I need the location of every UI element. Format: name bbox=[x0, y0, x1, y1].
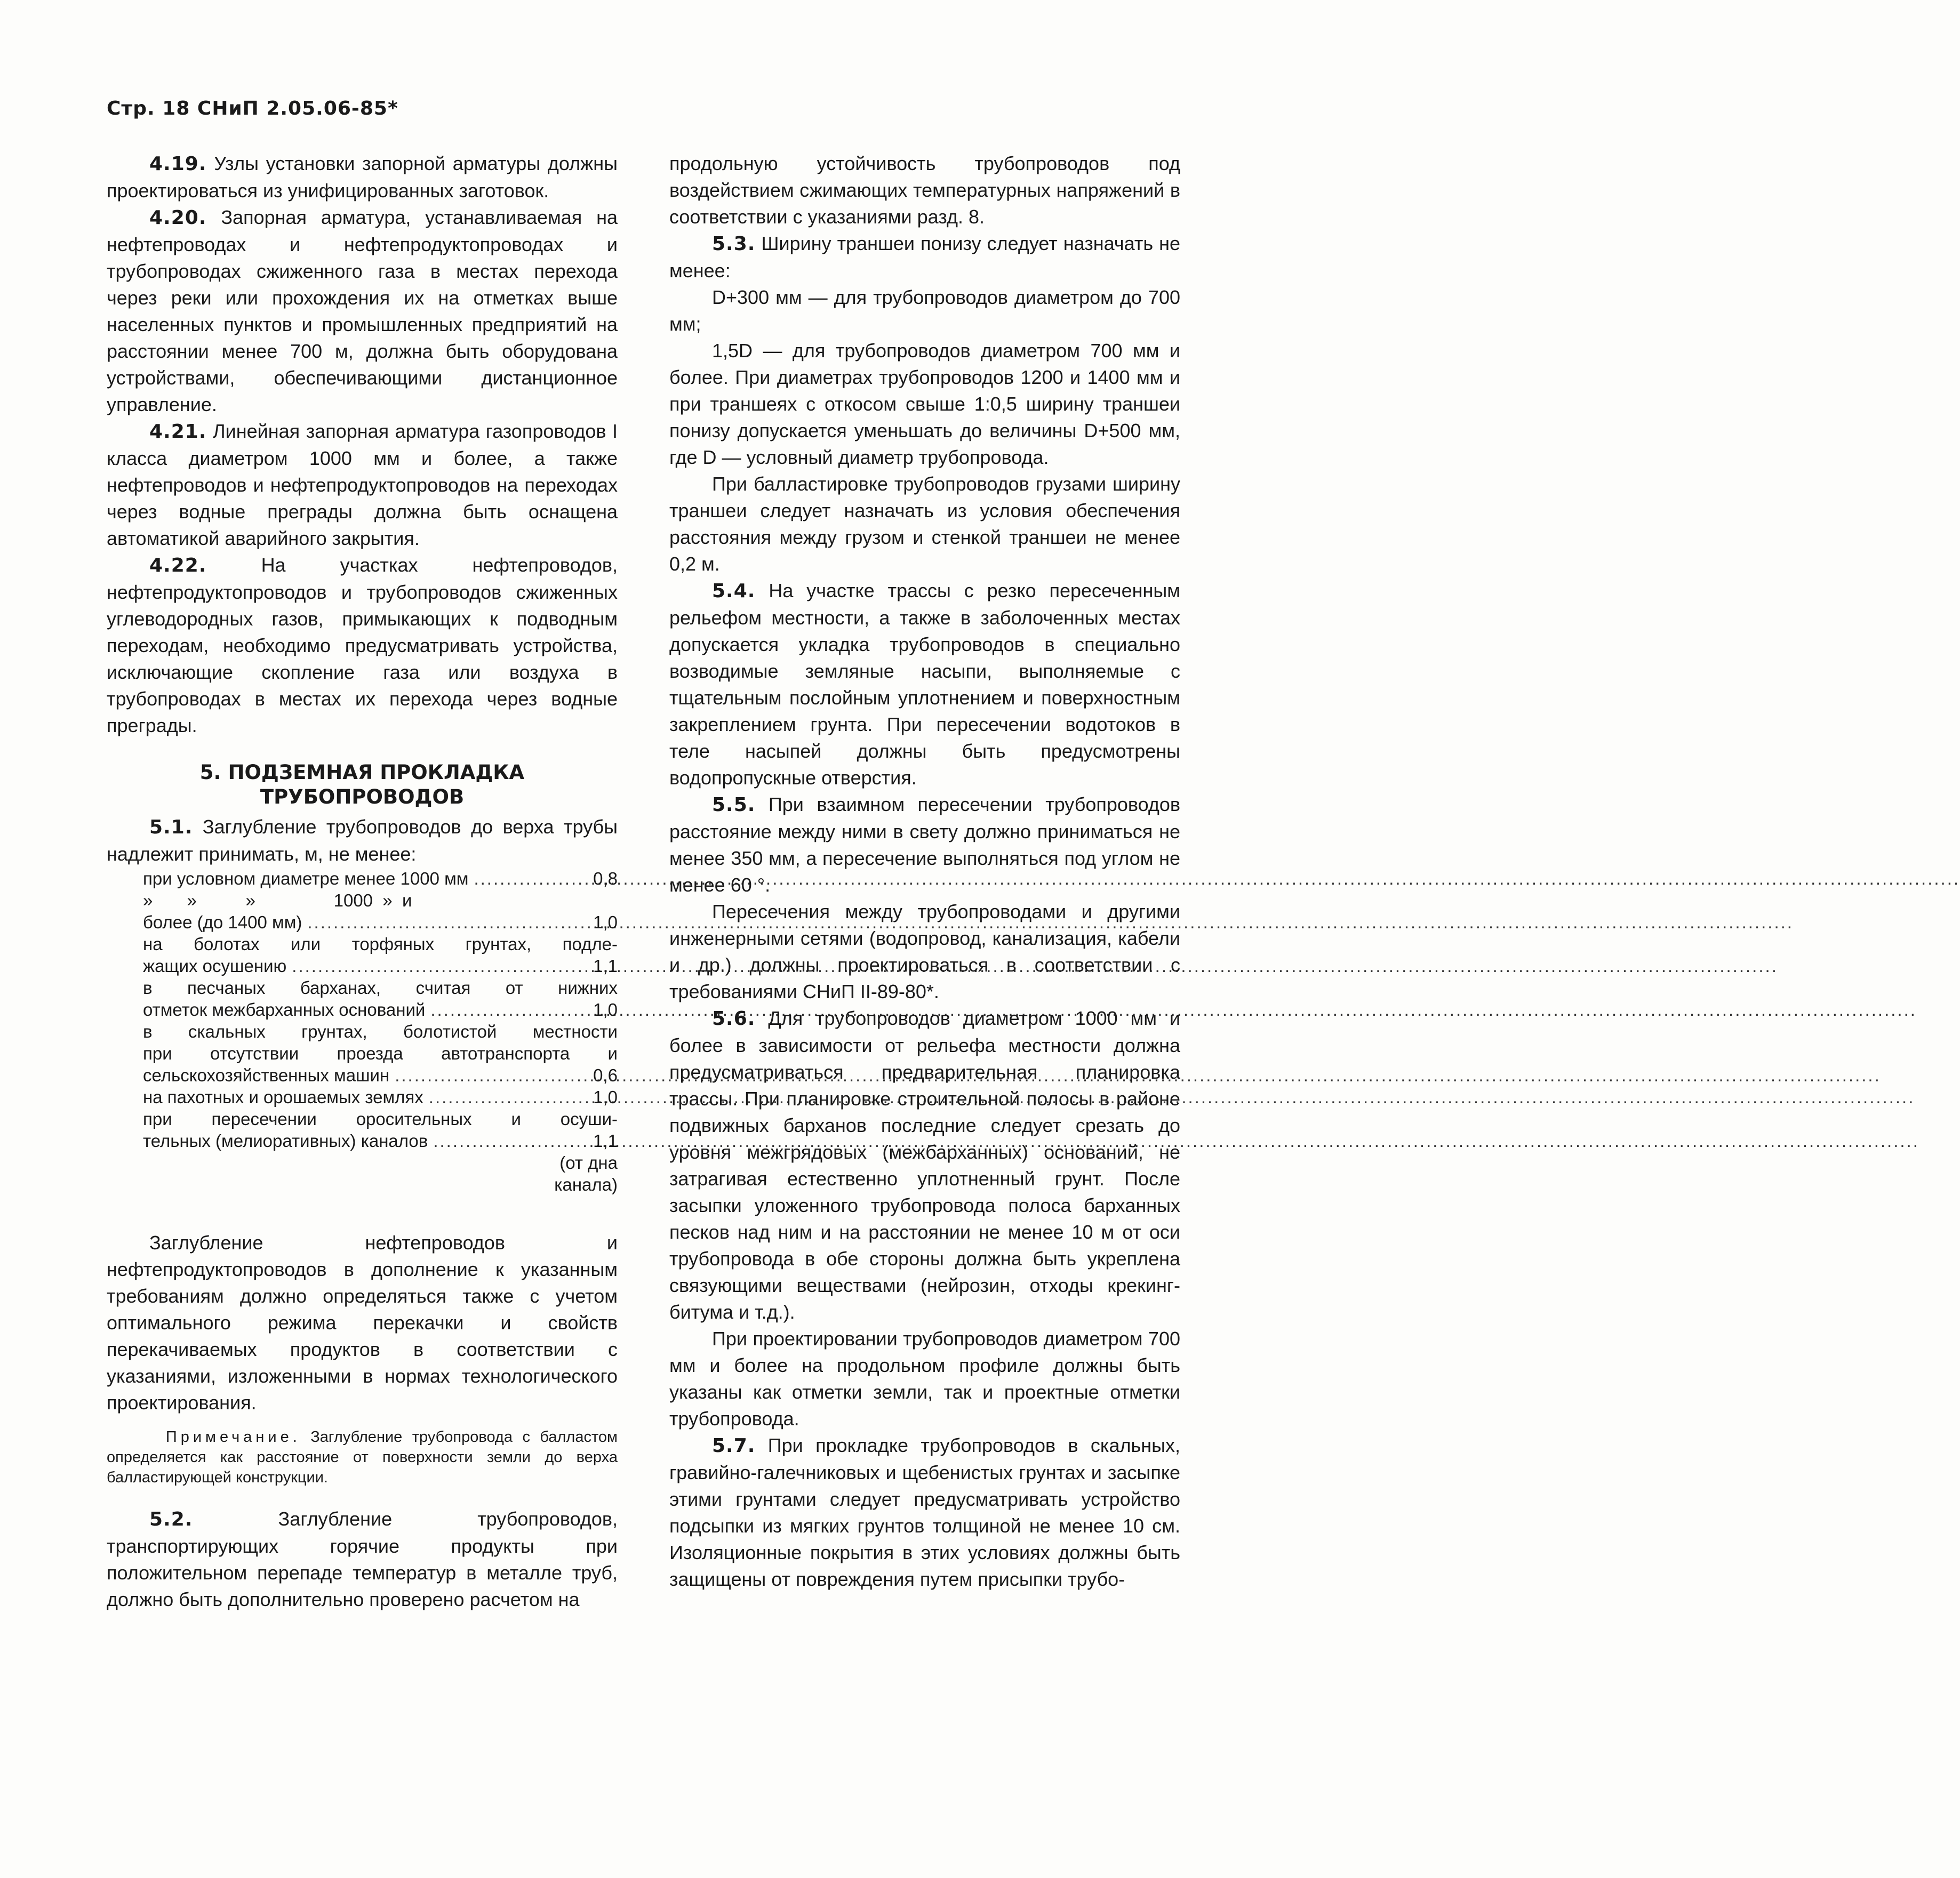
list-item-line: в песчаных барханах, считая от нижних bbox=[143, 978, 618, 998]
list-item-note: (от дна bbox=[559, 1153, 618, 1173]
clause-text: Запорная арматура, устанавливаемая на нефтепроводах и нефтепродуктопроводах и трубопроводах сжиженного газа в местах перехода через реки или прохождения их на отметках выше населенных пунктов и промышленных предприятий на расстоянии менее 700 м, должна быть оборудована устройствами, обеспечивающими дистанционное управление. bbox=[107, 206, 618, 415]
dot-leader bbox=[292, 955, 588, 977]
clause-5-3-c: При балластировке трубопроводов грузами ширину траншеи следует назначать из условия обеспечения расстояния между грузом и стенкой траншеи не менее 0,2 м. bbox=[669, 473, 1180, 575]
clause-number: 4.22. bbox=[149, 555, 207, 576]
clause-5-1 bbox=[107, 814, 618, 868]
list-item: при условном диаметре менее 1000 мм ..... 0,8 bbox=[143, 868, 618, 889]
clause-number: 5.2. bbox=[149, 1508, 193, 1530]
list-item-line: при пересечении оросительных и осуши- bbox=[143, 1109, 618, 1129]
clause-5-3 bbox=[669, 230, 1180, 284]
page-header: Стр. 18 СНиП 2.05.06-85* bbox=[107, 98, 398, 119]
list-item-line: в скальных грунтах, болотистой местности bbox=[143, 1022, 618, 1041]
clause-number: 4.20. bbox=[149, 207, 207, 229]
clause-5-3-a: D+300 мм — для трубопроводов диаметром до 700 мм; bbox=[669, 286, 1180, 335]
dot-leader bbox=[433, 1130, 588, 1152]
clause-5-3-b: 1,5D — для трубопроводов диаметром 700 мм и более. При диаметрах трубопроводов 1200 и 1400 мм и при траншеях с откосом свыше 1:0,5 ширину траншеи понизу допускается уменьшать до величины D+500 мм, где D — условный диаметр трубопровода. bbox=[669, 340, 1180, 468]
clause-5-5-b: Пересечения между трубопроводами и другими инженерными сетями (водопровод, канализация, кабели и др.) должны проектироваться в соответствии с требованиями СНиП II-89-80*. bbox=[669, 901, 1180, 1002]
clause-text: Узлы установки запорной арматуры должны проектироваться из унифицированных заготовок. bbox=[107, 153, 618, 202]
dot-leader bbox=[474, 868, 588, 889]
list-item: более (до 1400 мм) ..... 1,0 bbox=[143, 911, 618, 933]
clause-text: При взаимном пересечении трубопроводов расстояние между ними в свету должно приниматься не менее 350 мм, а пересечение выполняться под углом не менее 60 °. bbox=[669, 793, 1180, 896]
list-item-line: при отсутствии проезда автотранспорта и bbox=[143, 1044, 618, 1063]
dot-leader bbox=[430, 999, 588, 1021]
clause-5-2 bbox=[107, 1506, 618, 1613]
clause-text: Заглубление трубопроводов, транспортирующих горячие продукты при положительном перепаде температур в металле труб, должно быть дополнительно проверено расчетом на bbox=[107, 1508, 618, 1610]
left-column bbox=[107, 150, 618, 1613]
clause-number: 5.7. bbox=[712, 1435, 756, 1457]
list-item: тельных (мелиоративных) каналов ..... 1,1 bbox=[143, 1130, 618, 1152]
clause-5-1-continued: Заглубление нефтепроводов и нефтепродуктопроводов в дополнение к указанным требованиям должно определяться также с учетом оптимального режима перекачки и свойств перекачиваемых продуктов в соответствии с указаниями, изложенными в нормах технологического проектирования. bbox=[107, 1232, 618, 1414]
note bbox=[107, 1427, 618, 1488]
clause-number: 5.5. bbox=[712, 794, 756, 816]
clause-text: На участке трассы с резко пересеченным рельефом местности, а также в заболоченных местах допускается укладка трубопроводов в специально возводимые земляные насыпи, выполняемые с тщательным послойным уплотнением и поверхностным закреплением грунта. При пересечении водотоков в теле насыпей должны быть предусмотрены водопропускные отверстия. bbox=[669, 580, 1180, 789]
clause-5-2-continued: продольную устойчивость трубопроводов под воздействием сжимающих температурных напряжений в соответствии с указаниями разд. 8. bbox=[669, 153, 1180, 228]
clause-5-4 bbox=[669, 577, 1180, 791]
dot-leader bbox=[429, 1086, 588, 1108]
section-heading bbox=[107, 760, 618, 809]
list-item-line: на болотах или торфяных грунтах, подле- bbox=[143, 934, 618, 954]
dot-leader bbox=[307, 911, 588, 933]
clause-5-6 bbox=[669, 1005, 1180, 1326]
clause-text: Линейная запорная арматура газопроводов I класса диаметром 1000 мм и более, а также нефтепроводов и нефтепродуктопроводов на переходах через водные преграды должна быть оснащена автоматикой аварийного закрытия. bbox=[107, 420, 618, 549]
list-item-note: канала) bbox=[554, 1175, 618, 1194]
clause-number: 5.6. bbox=[712, 1008, 756, 1030]
note-label: Примечание. bbox=[165, 1428, 301, 1446]
clause-5-6-b: При проектировании трубопроводов диаметром 700 мм и более на продольном профиле должны быть указаны как отметки земли, так и проектные отметки трубопровода. bbox=[669, 1328, 1180, 1430]
clause-number: 4.21. bbox=[149, 421, 207, 443]
clause-4-21 bbox=[107, 418, 618, 552]
section-title-line-2: ТРУБОПРОВОДОВ bbox=[260, 785, 465, 808]
clause-text: При прокладке трубопроводов в скальных, гравийно-галечниковых и щебенистых грунтах и засыпке этими грунтами следует предусматривать устройство подсыпки из мягких грунтов толщиной не менее 10 см. Изоляционные покрытия в этих условиях должны быть защищены от повреждения путем присыпки трубо- bbox=[669, 1434, 1180, 1590]
clause-4-22 bbox=[107, 552, 618, 739]
note-text: Заглубление трубопровода с балластом определяется как расстояние от поверхности земли до верха балластирующей конструкции. bbox=[107, 1428, 618, 1486]
clause-4-19 bbox=[107, 150, 618, 204]
list-item: жащих осушению ..... 1,1 bbox=[143, 955, 618, 977]
clause-number: 4.19. bbox=[149, 153, 207, 175]
clause-number: 5.3. bbox=[712, 233, 756, 255]
clause-text: На участках нефтепроводов, нефтепродуктопроводов и трубопроводов сжиженных углеводородных газов, примыкающих к подводным переходам, необходимо предусматривать устройства, исключающие скопление газа или воздуха в трубопроводах в местах их перехода через водные преграды. bbox=[107, 554, 618, 736]
list-item-ditto: » » » 1000 » и bbox=[143, 890, 412, 910]
depth-list bbox=[107, 868, 618, 1195]
list-item: сельскохозяйственных машин ..... 0,6 bbox=[143, 1064, 618, 1086]
clause-number: 5.1. bbox=[149, 816, 193, 838]
clause-text: Для трубопроводов диаметром 1000 мм и более в зависимости от рельефа местности должна предусматриваться предварительная планировка трассы. При планировке строительной полосы в районе подвижных барханов последние следует срезать до уровня межгрядовых (межбарханных) оснований, не затрагивая естественно уплотненный грунт. После засыпки уложенного трубопровода полоса барханных песков над ним и на расстоянии не менее 10 м от оси трубопровода в обе стороны должна быть укреплена связующими веществами (нейрозин, отходы крекинг-битума и т.д.). bbox=[669, 1007, 1180, 1323]
list-item: на пахотных и орошаемых землях ..... 1,0 bbox=[143, 1086, 618, 1108]
clause-text: Ширину траншеи понизу следует назначать не менее: bbox=[669, 232, 1180, 282]
dot-leader bbox=[395, 1064, 588, 1086]
clause-number: 5.4. bbox=[712, 580, 756, 602]
clause-5-7 bbox=[669, 1432, 1180, 1593]
section-title-line-1: 5. ПОДЗЕМНАЯ ПРОКЛАДКА bbox=[199, 761, 525, 784]
clause-5-5 bbox=[669, 791, 1180, 898]
list-item: отметок межбарханных оснований ..... 1,0 bbox=[143, 999, 618, 1021]
clause-text: Заглубление трубопроводов до верха трубы надлежит принимать, м, не менее: bbox=[107, 816, 618, 865]
right-column bbox=[669, 150, 1180, 1593]
clause-4-20 bbox=[107, 204, 618, 418]
